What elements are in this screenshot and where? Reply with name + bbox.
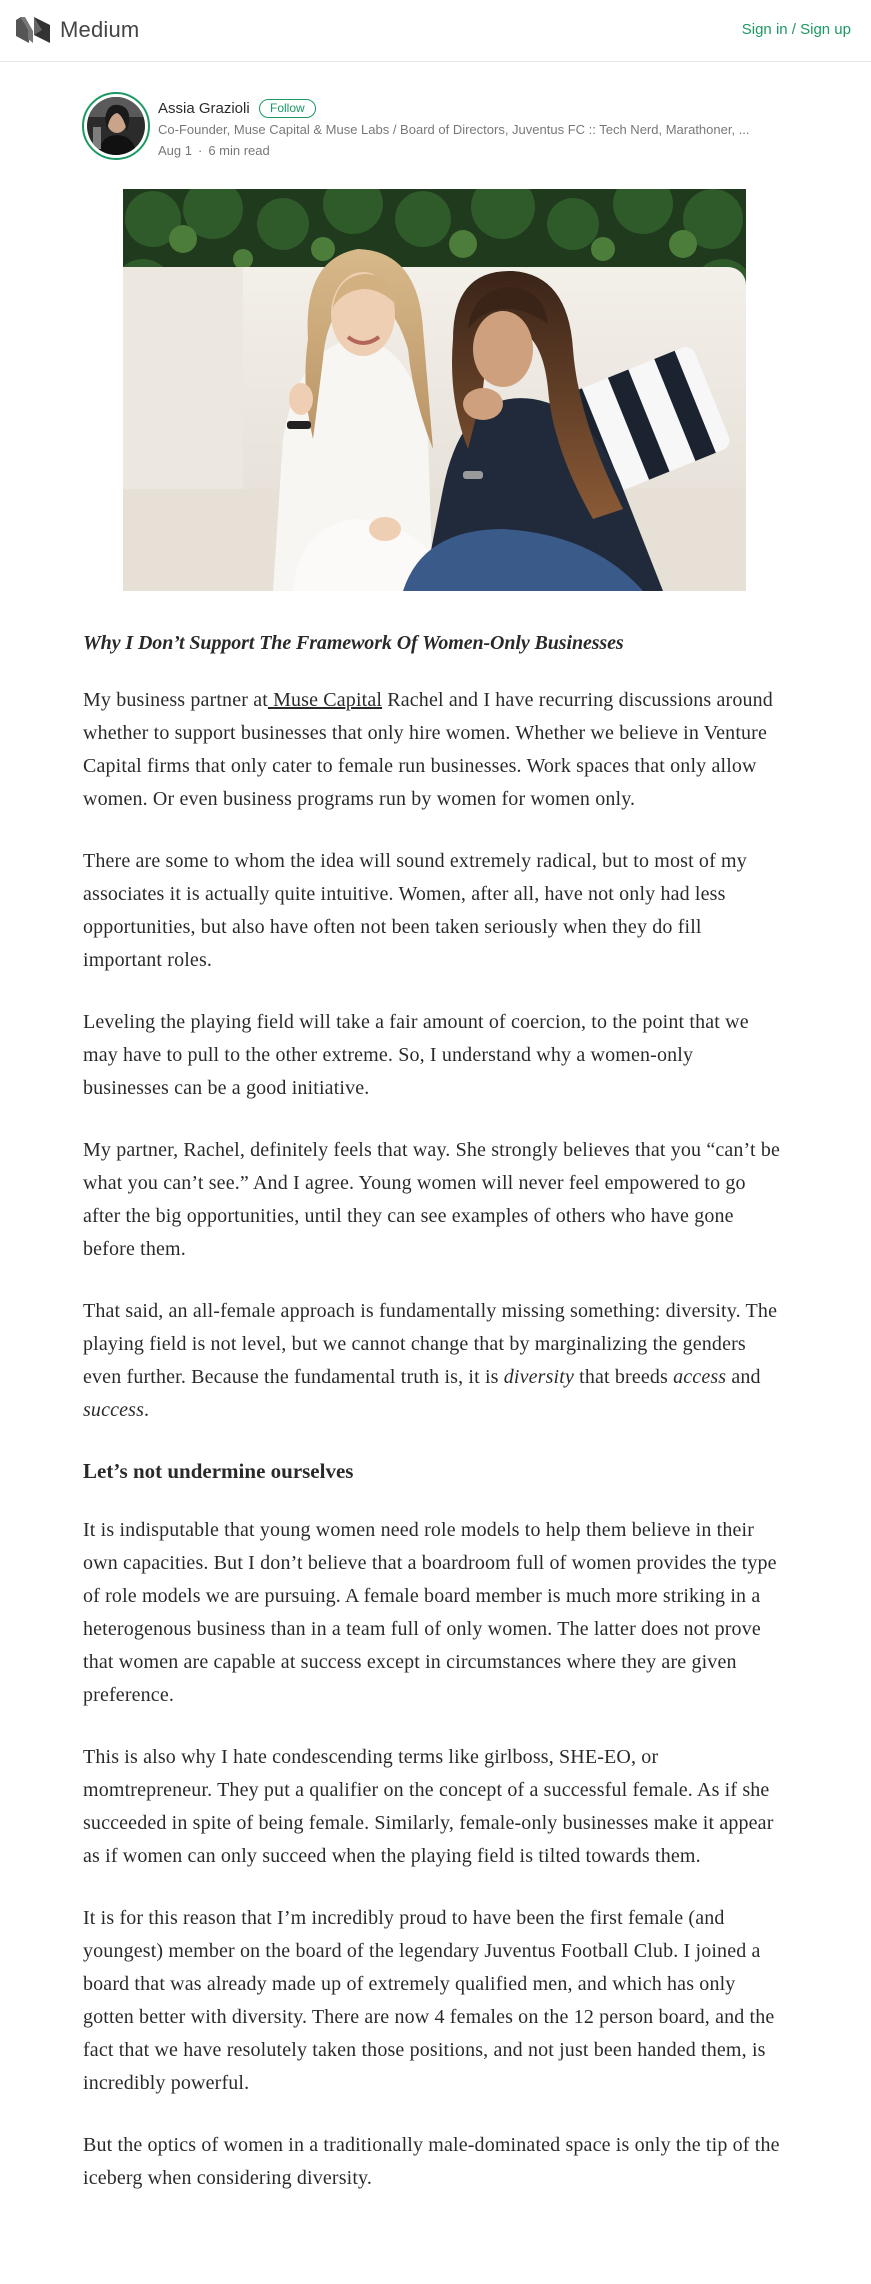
- medium-logo[interactable]: [16, 17, 139, 43]
- hero-photo: [123, 189, 746, 591]
- post-meta: [158, 143, 270, 158]
- article-paragraph: It is indisputable that young women need role models to help them believe in their own capacities. But I don’t believe that a boardroom full of women provides the type of role models we are pursuing. A female board member is much more striking in a heterogenous business than in a team full of only women. The latter does not prove that women are capable at success except in circumstances where they are given preference.: [83, 1519, 777, 1706]
- article-paragraph: There are some to whom the idea will sound extremely radical, but to most of my associates it is actually quite intuitive. Women, after all, have not only had less opportunities, but also have often not been taken seriously when they do fill important roles.: [83, 850, 747, 971]
- author-bio: Co-Founder, Muse Capital & Muse Labs / Board of Directors, Juventus FC :: Tech Nerd, Marathoner, ...: [158, 122, 750, 137]
- article-paragraph: [83, 1295, 783, 1427]
- muse-capital-link[interactable]: Muse Capital: [267, 689, 383, 711]
- article-paragraph: It is for this reason that I’m incredibly proud to have been the first female (and youngest) member on the board of the legendary Juventus Football Club. I joined a board that was already made up of extremely qualified men, and which has only gotten better with diversity. There are now 4 females on the 12 person board, and the fact that we have resolutely taken those positions, and not just been handed them, is incredibly powerful.: [83, 1907, 775, 2094]
- top-navigation-bar: [0, 0, 871, 62]
- hero-image: [123, 189, 746, 591]
- medium-logo-icon: [16, 17, 50, 43]
- paragraph-text: That said, an all-female approach is fundamentally missing something: diversity. The playing field is not level, but we cannot change that by marginalizing the genders even further. Because the fundamental truth is, it is: [83, 1300, 778, 1388]
- author-block: [82, 92, 782, 164]
- article-paragraph: [83, 684, 783, 816]
- author-avatar[interactable]: [82, 92, 150, 160]
- logo-wordmark: Medium: [60, 17, 140, 42]
- article-paragraph: But the optics of women in a traditionally male-dominated space is only the tip of the iceberg when considering diversity.: [83, 2134, 780, 2189]
- emphasis-access: access: [673, 1366, 727, 1388]
- sign-in-sign-up-link[interactable]: Sign in / Sign up: [741, 21, 851, 38]
- paragraph-text: and: [726, 1366, 761, 1388]
- follow-button[interactable]: Follow: [259, 99, 316, 118]
- paragraph-text: .: [144, 1399, 150, 1421]
- article-paragraph: My partner, Rachel, definitely feels that way. She strongly believes that you “can’t be what you can’t see.” And I agree. Young women will never feel empowered to go after the big opportunities, until they can see examples of others who have gone before them.: [83, 1139, 781, 1260]
- section-heading: Let’s not undermine ourselves: [83, 1459, 354, 1483]
- post-date: Aug 1: [158, 143, 192, 158]
- paragraph-text: My business partner at: [83, 689, 268, 711]
- emphasis-success: success: [83, 1399, 145, 1421]
- article-body: [83, 628, 783, 2224]
- article-paragraph: This is also why I hate condescending terms like girlboss, SHE-EO, or momtrepreneur. They put a qualifier on the concept of a successful female. As if she succeeded in spite of being female. Similarly, female-only businesses make it appear as if women can only succeed when the playing field is tilted towards them.: [83, 1746, 774, 1867]
- article-paragraph: Leveling the playing field will take a fair amount of coercion, to the point that we may have to pull to the other extreme. So, I understand why a women-only businesses can be a good initiative.: [83, 1011, 749, 1099]
- meta-separator: ·: [197, 143, 203, 158]
- paragraph-text: that breeds: [573, 1366, 674, 1388]
- article-title: Why I Don’t Support The Framework Of Women-Only Businesses: [83, 632, 624, 654]
- author-name[interactable]: Assia Grazioli: [158, 100, 250, 117]
- avatar-photo: [87, 97, 145, 155]
- paragraph-text: Rachel and I have recurring discussions around whether to support businesses that only hire women. Whether we believe in Venture Capital firms that only cater to female run businesses. Work spaces that only allow women. Or even business programs run by women for women only.: [83, 689, 773, 810]
- read-time: 6 min read: [208, 143, 270, 158]
- emphasis-diversity: diversity: [503, 1366, 574, 1388]
